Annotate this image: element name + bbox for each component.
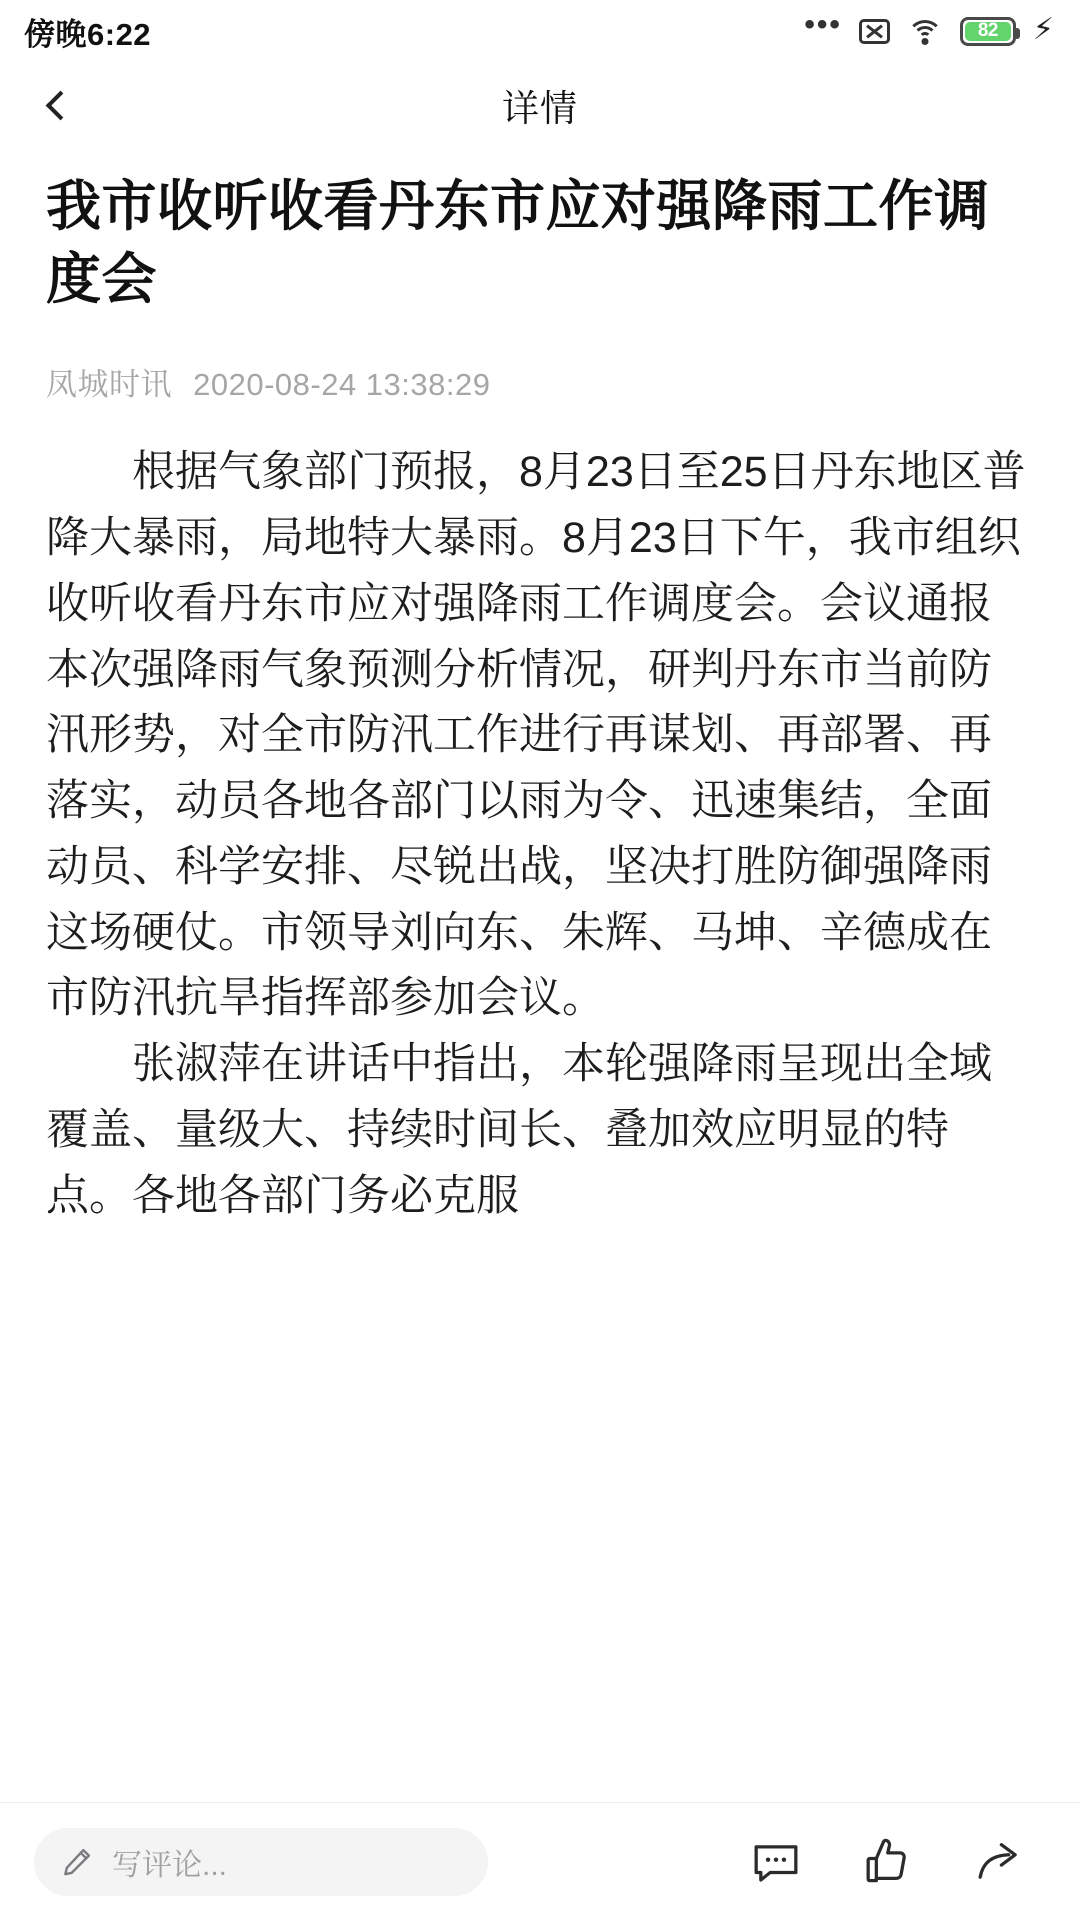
status-bar bbox=[0, 0, 1080, 62]
bottom-action-bar bbox=[0, 1802, 1080, 1920]
battery-percent-label: 82 bbox=[977, 20, 998, 41]
battery-icon bbox=[960, 17, 1016, 46]
sms-disabled-icon bbox=[859, 19, 890, 44]
article-paragraph: 张淑萍在讲话中指出，本轮强降雨呈现出全域覆盖、量级大、持续时间长、叠加效应明显的特点。各地各部门务必克服 bbox=[46, 1040, 992, 1220]
more-dots-icon: ••• bbox=[804, 8, 842, 41]
comment-placeholder: 写评论... bbox=[112, 1848, 228, 1882]
comment-bubble-icon[interactable] bbox=[748, 1834, 804, 1890]
wifi-icon bbox=[907, 18, 943, 45]
article-scroll-container[interactable] bbox=[0, 148, 1080, 1802]
page-title: 详情 bbox=[502, 88, 578, 129]
lightning-bolt-icon: ⚡ bbox=[1032, 13, 1054, 46]
article-headline: 我市收听收看丹东市应对强降雨工作调度会 bbox=[46, 175, 990, 310]
article-body bbox=[46, 440, 1034, 1229]
thumbs-up-icon[interactable] bbox=[860, 1834, 916, 1890]
article-paragraph: 根据气象部门预报，8月23日至25日丹东地区普降大暴雨，局地特大暴雨。8月23日下午，我市组织收听收看丹东市应对强降雨工作调度会。会议通报本次强降雨气象预测分析情况，研判丹东市当前防汛形势，对全市防汛工作进行再谋划、再部署、再落实，动员各地各部门以雨为令、迅速集结，全面动员、科学安排、尽锐出战，坚决打胜防御强降雨这场硬仗。市领导刘向东、朱辉、马坤、辛德成在市防汛抗旱指挥部参加会议。 bbox=[46, 448, 1026, 1023]
pencil-icon bbox=[60, 1845, 94, 1879]
nav-bar bbox=[0, 62, 1080, 148]
action-icons bbox=[514, 1834, 1047, 1890]
back-button[interactable] bbox=[30, 75, 90, 135]
share-arrow-icon[interactable] bbox=[972, 1834, 1028, 1890]
article-timestamp: 2020-08-24 13:38:29 bbox=[193, 367, 491, 403]
article-source: 凤城时讯 bbox=[46, 367, 172, 403]
comment-input[interactable] bbox=[34, 1828, 488, 1896]
chevron-left-icon bbox=[45, 90, 75, 120]
status-bar-clock: 傍晚6:22 bbox=[24, 16, 152, 52]
article-meta bbox=[46, 359, 1034, 404]
status-bar-indicators bbox=[804, 8, 1054, 46]
